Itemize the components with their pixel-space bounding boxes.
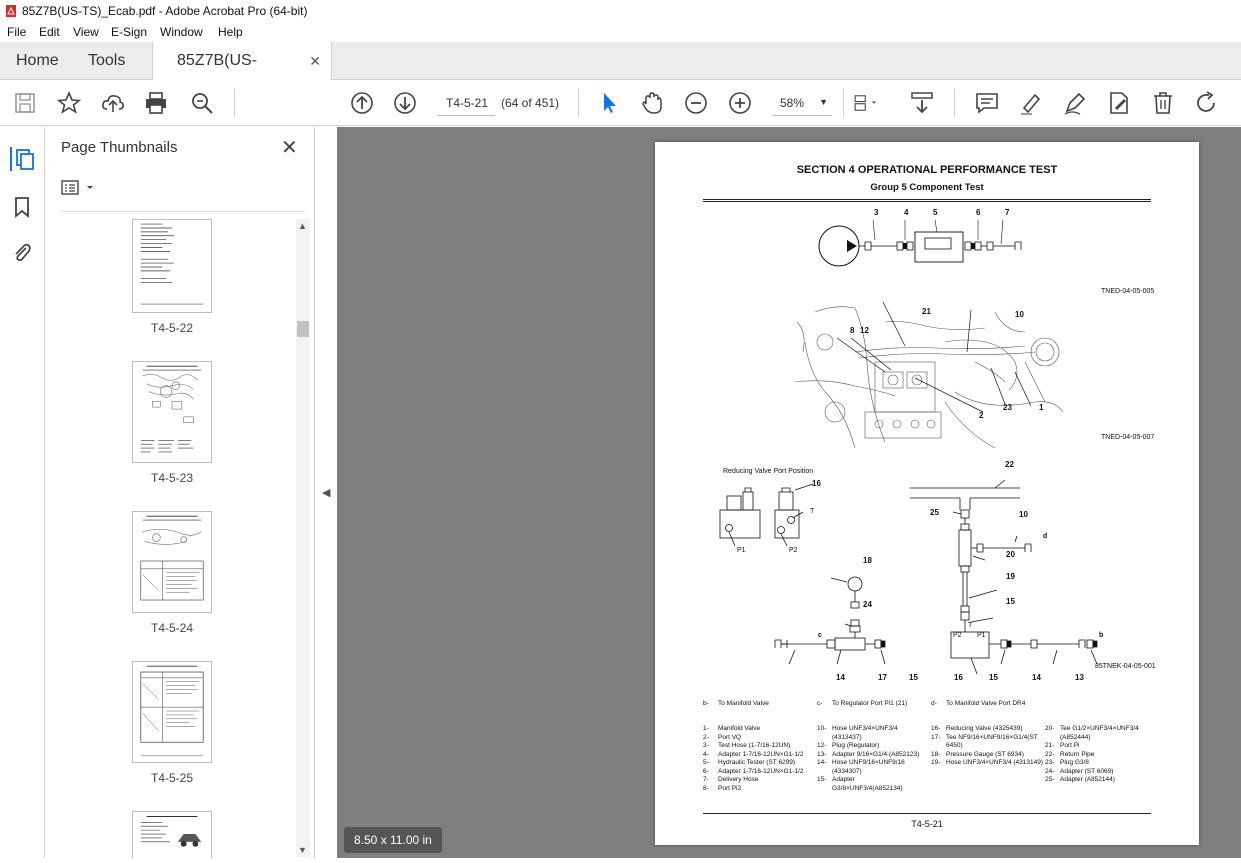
legend-key: 7- <box>703 776 709 783</box>
legend-key: 21- <box>1045 742 1055 749</box>
callout-label: 15 <box>909 673 918 682</box>
callout-label: 1 <box>1039 403 1044 412</box>
thumbnail-preview <box>133 662 211 762</box>
callout-label: 24 <box>863 600 872 609</box>
bookmark-star-icon[interactable] <box>56 90 82 116</box>
legend-text: Adapter 1-7/16-12UN×G1-1/2 <box>718 750 804 758</box>
legend-item <box>931 759 1043 768</box>
fill-sign-icon[interactable] <box>1106 90 1132 116</box>
legend-item <box>703 759 815 768</box>
port-letter: b <box>1099 632 1104 639</box>
legend-text: Hose UNF3/4×UNF3/4 (4313437) <box>832 725 898 741</box>
print-icon[interactable] <box>143 90 169 116</box>
thumbnails-panel <box>45 127 315 858</box>
callout-label: 22 <box>1005 460 1014 469</box>
legend-key: 4- <box>703 750 709 758</box>
legend-column-2 <box>817 725 927 793</box>
legend-item <box>931 751 1043 760</box>
legend-item <box>931 725 1043 734</box>
legend-item <box>817 751 927 760</box>
callout-label: 12 <box>860 326 869 335</box>
legend-key: 22- <box>1045 750 1055 758</box>
legend-text: Adapter 9/16×G1/4 (A852123) <box>832 750 920 758</box>
menu-view[interactable]: View <box>73 25 99 39</box>
legend-item <box>703 751 815 760</box>
port-letter: P1 <box>977 632 986 639</box>
legend-text: Adapter 1-7/16-12UN×G1-1/2 <box>718 767 804 775</box>
document-viewer[interactable] <box>337 127 1241 858</box>
legend-key: 1- <box>703 725 709 732</box>
toolbar <box>0 80 1241 126</box>
page-display-icon[interactable] <box>853 90 889 116</box>
save-icon[interactable] <box>12 90 38 116</box>
legend-column-1 <box>703 725 815 793</box>
select-cursor-icon[interactable] <box>596 90 622 116</box>
header-rule <box>703 201 1151 202</box>
port-letter: c <box>818 632 822 639</box>
figure-code: TNED-04-05-007 <box>1101 434 1155 441</box>
legend-item <box>817 776 927 793</box>
tab-bar <box>0 42 1241 80</box>
callout-label: 8 <box>850 326 855 335</box>
toolbar-divider <box>578 89 579 117</box>
page-number-input[interactable]: T4-5-21 <box>437 90 495 116</box>
legend-text: Return Pipe <box>1060 750 1095 758</box>
note-text: To Manifold Valve <box>718 700 769 707</box>
legend-text: Hose UNF3/4×UNF3/4 (4313149) <box>946 759 1044 766</box>
callout-label: 25 <box>930 508 939 517</box>
zoom-value: 58% <box>780 96 805 110</box>
legend-item <box>931 734 1043 751</box>
menu-help[interactable]: Help <box>218 25 243 39</box>
callout-label: 17 <box>878 673 887 682</box>
panel-divider <box>61 211 305 212</box>
legend-text: Hydraulic Tester (ST 6299) <box>718 759 796 766</box>
legend-item <box>1045 776 1155 785</box>
toolbar-divider <box>234 89 235 117</box>
toolbar-divider <box>954 89 955 117</box>
footer-rule <box>703 813 1151 814</box>
collapse-panel-icon[interactable]: ◀ <box>322 487 331 499</box>
thumbnail-page-t4-5-24[interactable] <box>132 511 212 613</box>
draw-pen-icon[interactable] <box>1062 90 1088 116</box>
valve-assembly-illustration <box>795 302 1065 452</box>
legend-key: 6- <box>703 767 709 775</box>
legend-item <box>817 759 927 776</box>
legend-text: Port Pi <box>1060 742 1080 749</box>
scroll-up-icon[interactable]: ▲ <box>298 221 307 231</box>
thumbnail-page-t4-5-25[interactable] <box>132 661 212 763</box>
legend-text: Port Pi2 <box>718 784 742 792</box>
cloud-upload-icon[interactable] <box>100 90 126 116</box>
menu-bar <box>0 22 1241 42</box>
legend-text: Delivery Hose <box>718 776 759 783</box>
legend-key: 3- <box>703 742 709 749</box>
thumbnail-page-t4-5-22[interactable] <box>132 219 212 313</box>
note-key: b- <box>703 700 709 707</box>
legend-key: 8- <box>703 784 709 792</box>
menu-file[interactable]: File <box>7 25 27 39</box>
callout-label: 15 <box>1006 597 1015 606</box>
legend-text: Plug G3/8 <box>1060 759 1089 766</box>
test-circuit-diagram <box>815 210 1035 280</box>
note-text: To Regulator Port Pi1 (21) <box>832 700 908 707</box>
legend-text: Manifold Valve <box>718 725 761 732</box>
legend-item <box>1045 725 1155 742</box>
callout-label: 3 <box>874 208 879 217</box>
thumbnail-options-button[interactable] <box>61 179 101 197</box>
header-rule <box>703 199 1151 200</box>
callout-label: 10 <box>1015 310 1024 319</box>
callout-label: 19 <box>1006 572 1015 581</box>
legend-item <box>1045 768 1155 777</box>
legend-key: 24- <box>1045 767 1055 775</box>
legend-text: Port VQ <box>718 733 742 741</box>
zoom-out-icon[interactable] <box>683 90 709 116</box>
callout-label: 2 <box>979 411 984 420</box>
left-rail <box>0 127 45 858</box>
legend-key: 18- <box>931 750 941 758</box>
legend-key: 14- <box>817 759 827 766</box>
port-letter: P2 <box>789 547 798 554</box>
legend-key: 16- <box>931 725 941 732</box>
legend-key: 20- <box>1045 725 1055 732</box>
legend-key: 19- <box>931 759 941 766</box>
port-letter: T <box>810 508 815 515</box>
section-title: SECTION 4 OPERATIONAL PERFORMANCE TEST <box>796 164 1058 176</box>
callout-label: 20 <box>1006 550 1015 559</box>
thumbnail-preview <box>133 812 211 858</box>
thumbnail-label: T4-5-24 <box>150 621 194 635</box>
legend-key: 25- <box>1045 776 1055 783</box>
callout-label: 18 <box>863 556 872 565</box>
legend-key: 12- <box>817 742 827 749</box>
page-count: (64 of 451) <box>501 96 560 110</box>
port-letter: d <box>1043 533 1048 540</box>
scrollbar-thumb[interactable] <box>297 321 309 337</box>
callout-label: 16 <box>954 673 963 682</box>
port-letter: P1 <box>737 547 746 554</box>
thumbnail-label: T4-5-25 <box>150 771 194 785</box>
tab-home[interactable]: Home <box>16 52 59 69</box>
thumbnail-preview <box>133 220 211 312</box>
legend-item <box>1045 742 1155 751</box>
pdf-page <box>655 142 1199 845</box>
hand-tool-icon[interactable] <box>639 90 665 116</box>
callout-label: 15 <box>989 673 998 682</box>
figure-code: 85TNEK-04-05-001 <box>1095 663 1156 670</box>
legend-text: Adapter (ST 6069) <box>1060 767 1114 775</box>
legend-column-4 <box>1045 725 1155 785</box>
legend-item <box>703 725 815 734</box>
legend-item <box>703 734 815 743</box>
legend-key: 17- <box>931 733 941 741</box>
legend-column-3 <box>931 725 1043 768</box>
tab-close-icon[interactable]: ✕ <box>309 53 321 69</box>
port-letter: T <box>968 622 973 629</box>
legend-text: Adapter (A852144) <box>1060 776 1115 783</box>
chevron-down-icon: ▼ <box>819 97 828 107</box>
page-thumbnails-icon[interactable] <box>10 147 34 171</box>
callout-label: 7 <box>1005 208 1010 217</box>
title-bar <box>0 0 1241 22</box>
note-key: d- <box>931 700 937 707</box>
menu-esign[interactable]: E-Sign <box>111 25 148 39</box>
note-text: To Manifold Valve Port DR4 <box>946 700 1026 707</box>
menu-window[interactable]: Window <box>160 25 203 39</box>
tab-tools[interactable]: Tools <box>88 52 126 69</box>
scroll-down-icon[interactable]: ▼ <box>298 845 307 855</box>
note-key: c- <box>817 700 823 707</box>
bookmarks-icon[interactable] <box>10 195 34 219</box>
legend-item <box>817 742 927 751</box>
options-menu-icon <box>61 179 101 197</box>
legend-key: 10- <box>817 725 827 732</box>
previous-page-icon[interactable] <box>349 90 375 116</box>
legend-text: Tee NF9/16×UNF9/16×G1/4(ST 6450) <box>946 733 1038 749</box>
legend-item <box>1045 759 1155 768</box>
tab-document-label: 85Z7B(US- <box>177 52 258 69</box>
reducing-valve-test-diagram <box>695 460 1155 690</box>
legend-key: 23- <box>1045 759 1055 766</box>
legend-text: Test Hose (1-7/16-12UN) <box>718 742 791 749</box>
page-footer: T4-5-21 <box>911 819 943 829</box>
legend-item <box>1045 751 1155 760</box>
legend-item <box>703 742 815 751</box>
legend-text: Plug (Regulator) <box>832 742 880 749</box>
callout-label: 21 <box>922 307 931 316</box>
callout-label: 13 <box>1075 673 1084 682</box>
page-size-badge: 8.50 x 11.00 in <box>344 827 442 853</box>
legend-key: 13- <box>817 750 827 758</box>
close-panel-icon[interactable]: ✕ <box>281 137 298 159</box>
zoom-search-icon[interactable] <box>189 90 215 116</box>
acrobat-icon <box>6 5 16 17</box>
menu-edit[interactable]: Edit <box>39 25 60 39</box>
legend-item <box>817 725 927 742</box>
thumbnail-page-next[interactable] <box>132 811 212 858</box>
legend-key: 15- <box>817 776 827 783</box>
thumbnail-label: T4-5-22 <box>150 321 194 335</box>
legend-text: Tee G1/2×UNF3/4×UNF3/4 (A852444) <box>1060 725 1139 741</box>
reducing-valve-caption: Reducing Valve Port Position <box>723 468 814 475</box>
callout-label: 23 <box>1003 403 1012 412</box>
zoom-in-icon[interactable] <box>727 90 753 116</box>
callout-label: 16 <box>812 479 821 488</box>
legend-text: Reducing Valve (4325439) <box>946 725 1023 732</box>
comment-icon[interactable] <box>974 90 1000 116</box>
legend-text: Pressure Gauge (ST 6934) <box>946 750 1024 758</box>
callout-label: 10 <box>1019 510 1028 519</box>
redo-rotate-icon[interactable] <box>1194 90 1220 116</box>
legend-key: 2- <box>703 733 709 741</box>
callout-label: 5 <box>933 208 938 217</box>
thumbnail-preview <box>133 362 211 462</box>
tab-document[interactable] <box>152 42 332 81</box>
thumbnail-page-t4-5-23[interactable] <box>132 361 212 463</box>
callout-label: 14 <box>1032 673 1041 682</box>
port-letter: P2 <box>953 632 962 639</box>
thumbnail-label: T4-5-23 <box>150 471 194 485</box>
legend-item <box>703 776 815 785</box>
highlight-pen-icon[interactable] <box>1018 90 1044 116</box>
toolbar-divider <box>843 89 844 117</box>
attachments-icon[interactable] <box>10 241 34 265</box>
group-title: Group 5 Component Test <box>870 182 984 193</box>
zoom-select[interactable] <box>772 90 832 116</box>
legend-text: Adapter G3/8×UNF3/4(A852134) <box>832 776 903 792</box>
callout-label: 4 <box>904 208 909 217</box>
next-page-icon[interactable] <box>392 90 418 116</box>
window-title: 85Z7B(US-TS)_Ecab.pdf - Adobe Acrobat Pro (64-bit) <box>22 4 308 18</box>
legend-key: 5- <box>703 759 709 766</box>
thumbnail-preview <box>133 512 211 612</box>
callout-label: 14 <box>836 673 845 682</box>
legend-item <box>703 768 815 777</box>
scroll-mode-icon[interactable] <box>909 90 935 116</box>
legend-text: Hose UNF9/16×UNF9/16 (4334307) <box>832 759 905 775</box>
legend-item <box>703 785 815 794</box>
figure-code: TNED-04-05-005 <box>1101 288 1155 295</box>
panel-title: Page Thumbnails <box>61 139 178 156</box>
callout-label: 6 <box>976 208 981 217</box>
thumbnails-scrollbar[interactable] <box>296 219 310 857</box>
delete-trash-icon[interactable] <box>1150 90 1176 116</box>
